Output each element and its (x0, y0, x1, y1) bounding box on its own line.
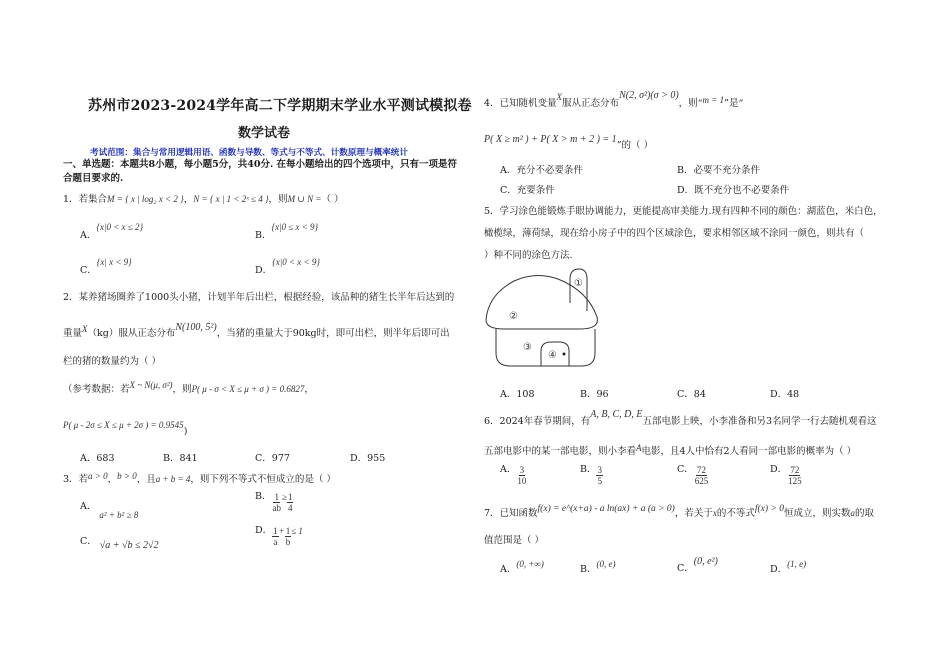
q2-text: ，当猪的重量大于90kg时，即可出栏，则半年后即可出 (216, 328, 450, 339)
region-2-label: ② (509, 311, 518, 322)
q7-option-d[interactable] (770, 559, 807, 576)
option-value: a² + b² ≥ 8 (99, 510, 139, 520)
option-label: B． (580, 389, 597, 400)
option-value: {x|0 < x ≤ 2} (96, 222, 144, 232)
question-5-line-2: 橄榄绿，薄荷绿，现在给小房子中的四个区域涂色，要求相邻区域不涂同一颜色，则共有（ (484, 228, 865, 239)
option-value: {x|0 < x < 9} (272, 257, 320, 267)
option-label: B． (677, 165, 694, 176)
q6-movie-a: A (636, 443, 642, 453)
question-7-line-1 (484, 504, 874, 520)
option-value: 充要条件 (516, 185, 555, 196)
q1-option-c[interactable] (80, 257, 132, 277)
option-value: 96 (596, 389, 609, 400)
operator: + (278, 526, 285, 536)
q1-comma: ， (183, 194, 194, 205)
section-heading: 一、单选题：本题共8小题，每小题5分，共40分. 在每小题给出的四个选项中，只有一项是符 (63, 159, 458, 170)
option-label: B． (580, 564, 597, 575)
q7-var: a (850, 508, 855, 518)
question-6-line-1 (484, 409, 877, 428)
q4-var: X (556, 92, 563, 102)
option-label: D． (770, 389, 788, 400)
q1-option-d[interactable] (255, 257, 320, 277)
option-value: 955 (367, 453, 386, 464)
q7-func: f(x) = e^(x+a) - a ln(ax) + a (a > 0) (537, 504, 675, 514)
q3-text: ， (107, 474, 118, 485)
q2-option-b[interactable] (163, 453, 198, 465)
option-value: 683 (96, 453, 115, 464)
question-6-line-2 (484, 445, 856, 458)
option-label: B． (163, 453, 180, 464)
q7-option-c[interactable] (677, 556, 718, 575)
q2-ref-text: ，则 (172, 384, 192, 395)
option-label: D． (350, 453, 368, 464)
q3-cond: a + b = 4 (155, 474, 191, 484)
question-2-line-1: 2．某养猪场圈养了1000头小猪，计划半年后出栏，根据经验，该品种的猪生长半年后达到的 (63, 292, 455, 303)
option-value: 977 (271, 453, 290, 464)
q7-option-a[interactable] (500, 559, 544, 576)
option-value: (0, +∞) (516, 559, 544, 569)
option-label: A． (500, 165, 517, 176)
q7-var: x (712, 508, 717, 518)
option-label: B． (580, 464, 597, 475)
q3-cond: a > 0 (88, 471, 108, 481)
question-7-line-2: 值范围是（ ） (484, 535, 545, 546)
option-value: √a + √b ≤ 2√2 (99, 540, 159, 551)
option-label: A． (500, 564, 517, 575)
fraction: $\frac{1}{4}$ (287, 492, 293, 513)
q7-option-b[interactable] (580, 559, 616, 576)
option-label: C． (677, 563, 694, 574)
q6-option-a[interactable] (500, 465, 527, 486)
option-value: (0, e²) (693, 556, 718, 567)
q3-text: ，且 (136, 474, 156, 485)
q5-option-c[interactable] (677, 389, 706, 401)
exam-title: 苏州市2023-2024学年高二下学期期末学业水平测试模拟卷 (88, 98, 472, 114)
q2-ref-text: （参考数据：若 (63, 384, 130, 395)
option-value: 108 (516, 389, 535, 400)
relation: ≤ 1 (291, 526, 303, 536)
q3-cond: b > 0 (117, 471, 137, 481)
relation: ≥ (281, 492, 287, 502)
q3-option-a[interactable] (80, 500, 139, 520)
exam-scope: 考试范围：集合与常用逻辑用语、函数与导数、等式与不等式、计数原理与概率统计 (90, 148, 408, 158)
q6-text: 6．2024年春节期间，有 (484, 416, 591, 427)
q1-option-b[interactable] (255, 222, 319, 242)
q6-text: 五部电影上映，小李准备和另3名同学一行去随机观看这 (642, 416, 877, 427)
q4-option-c[interactable] (500, 185, 555, 197)
fraction: $\frac{3}{10}$ (517, 465, 527, 486)
q2-option-d[interactable] (350, 453, 385, 465)
question-2-line-3: 栏的猪的数量约为（ ） (63, 356, 162, 367)
option-value: (0, e) (596, 559, 616, 569)
q1-set-n: N = { x | 1 < 2ˣ ≤ 4 } (193, 194, 269, 204)
question-4-stem (484, 90, 744, 110)
q3-text: ，则下列不等式不恒成立的是（ ） (190, 474, 336, 485)
q4-option-d[interactable] (677, 185, 789, 197)
q3-option-b[interactable] (255, 492, 293, 513)
q3-text: 3．若 (63, 474, 89, 485)
q5-option-b[interactable] (580, 389, 609, 401)
q6-option-d[interactable] (770, 465, 803, 486)
q2-text: 重量 (63, 328, 83, 339)
q2-ref-text: ， (304, 384, 314, 395)
question-3-stem (63, 473, 336, 486)
option-label: C． (500, 185, 517, 196)
region-4-label: ④ (548, 350, 557, 361)
q6-text: 电影，且4人中恰有2人看同一部电影的概率为（ ） (641, 446, 857, 457)
q2-option-a[interactable] (80, 453, 115, 465)
q2-reference (63, 380, 314, 396)
option-label: B． (255, 491, 272, 502)
q2-ref-dist: X ~ N(μ, σ²) (129, 380, 173, 390)
q2-option-c[interactable] (255, 453, 290, 465)
region-3-label: ③ (523, 342, 532, 353)
chimney-outline (570, 269, 587, 311)
q1-set-m: M = { x | log₂ x < 2 } (107, 194, 184, 204)
q4-text: ”是“ (724, 98, 744, 109)
q1-paren: （ ） (321, 194, 344, 205)
q4-text: ”的（ ） (616, 140, 654, 151)
q4-expr: P( X ≥ m² ) + P( X > m + 2 ) = 1 (484, 134, 617, 145)
fraction: $\frac{72}{125}$ (788, 465, 802, 486)
exam-subtitle: 数学试卷 (238, 126, 291, 141)
option-label: C． (80, 536, 97, 547)
q5-option-a[interactable] (500, 389, 535, 401)
option-label: C． (255, 453, 272, 464)
q1-option-a[interactable] (80, 222, 144, 242)
q1-expr: M ∪ N = (287, 194, 322, 204)
q3-option-d[interactable] (255, 526, 303, 547)
option-label: A． (80, 453, 97, 464)
q4-dist: N(2, σ²)(σ > 0) (619, 90, 679, 101)
option-label: A． (80, 501, 97, 512)
q7-ineq: f(x) > 0 (754, 504, 784, 514)
question-5-line-3: ）种不同的涂色方法. (484, 250, 573, 261)
q7-text: 的不等式 (716, 508, 755, 519)
question-4-line-2 (484, 134, 654, 151)
option-label: C． (677, 389, 694, 400)
option-value: {x|0 ≤ x < 9} (271, 222, 319, 232)
q4-text: ，则“ (678, 98, 703, 109)
option-value: 既不充分也不必要条件 (694, 185, 790, 196)
q2-ref-end: ) (183, 426, 188, 437)
q2-ref-p1: P( μ - σ < X ≤ μ + σ ) = 0.6827 (191, 384, 305, 394)
question-1-stem (63, 193, 343, 206)
q2-ref-p2: P( μ - 2σ ≤ X ≤ μ + 2σ ) = 0.9545 (63, 420, 184, 430)
section-heading-cont: 合题目要求的. (63, 173, 124, 184)
option-label: A． (80, 230, 97, 241)
q6-option-b[interactable] (580, 465, 603, 486)
option-label: B． (255, 230, 272, 241)
house-body-outline (496, 329, 595, 366)
door-knob (563, 353, 566, 356)
option-value: {x| x < 9} (96, 257, 132, 267)
question-5-line-1: 5．学习涂色能锻炼手眼协调能力，更能提高审美能力.现有四种不同的颜色：湖蓝色，米白色， (484, 206, 883, 217)
q6-text: 五部电影中的某一部电影，则小李看 (484, 446, 637, 457)
option-value: 84 (693, 389, 706, 400)
fraction: $\frac{3}{5}$ (597, 465, 602, 486)
q2-dist: N(100, 5²) (175, 322, 217, 333)
q3-option-c[interactable] (80, 536, 159, 551)
q2-text: （kg）服从正态分布 (87, 328, 176, 339)
option-label: A． (500, 464, 517, 475)
option-label: D． (677, 185, 695, 196)
q1-post: ，则 (268, 194, 288, 205)
option-value: (1, e) (787, 559, 807, 569)
q7-text: 7．已知函数 (484, 508, 538, 519)
q7-text: ，若关于 (674, 508, 713, 519)
q1-pre: 1．若集合 (63, 194, 108, 205)
q6-movies: A, B, C, D, E (590, 409, 643, 420)
option-value: 必要不充分条件 (693, 165, 760, 176)
q2-var: X (82, 324, 88, 334)
option-label: D． (255, 265, 273, 276)
house-figure (484, 265, 604, 375)
option-label: A． (500, 389, 517, 400)
q7-text: 的取 (854, 508, 874, 519)
q6-option-c[interactable] (677, 465, 709, 486)
q2-reference-2 (63, 419, 188, 437)
option-value: 充分不必要条件 (516, 165, 583, 176)
fraction: $\frac{1}{a}$ (273, 526, 278, 547)
option-value: 48 (787, 389, 800, 400)
region-1-label: ① (574, 278, 583, 289)
q4-text: 服从正态分布 (562, 98, 620, 109)
q7-text: 恒成立，则实数 (783, 508, 851, 519)
q4-option-a[interactable] (500, 165, 583, 177)
fraction: $\frac{1}{b}$ (285, 526, 291, 547)
q4-cond: m = 1 (702, 95, 725, 105)
question-2-line-2 (63, 322, 450, 340)
option-label: D． (770, 464, 788, 475)
q4-option-b[interactable] (677, 165, 760, 177)
option-value: 841 (179, 453, 198, 464)
option-label: D． (770, 564, 788, 575)
option-label: C． (677, 464, 694, 475)
fraction: $\frac{1}{ab}$ (272, 492, 281, 513)
fraction: $\frac{72}{625}$ (694, 465, 709, 486)
option-label: C． (80, 265, 97, 276)
q4-text: 4．已知随机变量 (484, 98, 557, 109)
q5-option-d[interactable] (770, 389, 799, 401)
option-label: D． (255, 525, 273, 536)
